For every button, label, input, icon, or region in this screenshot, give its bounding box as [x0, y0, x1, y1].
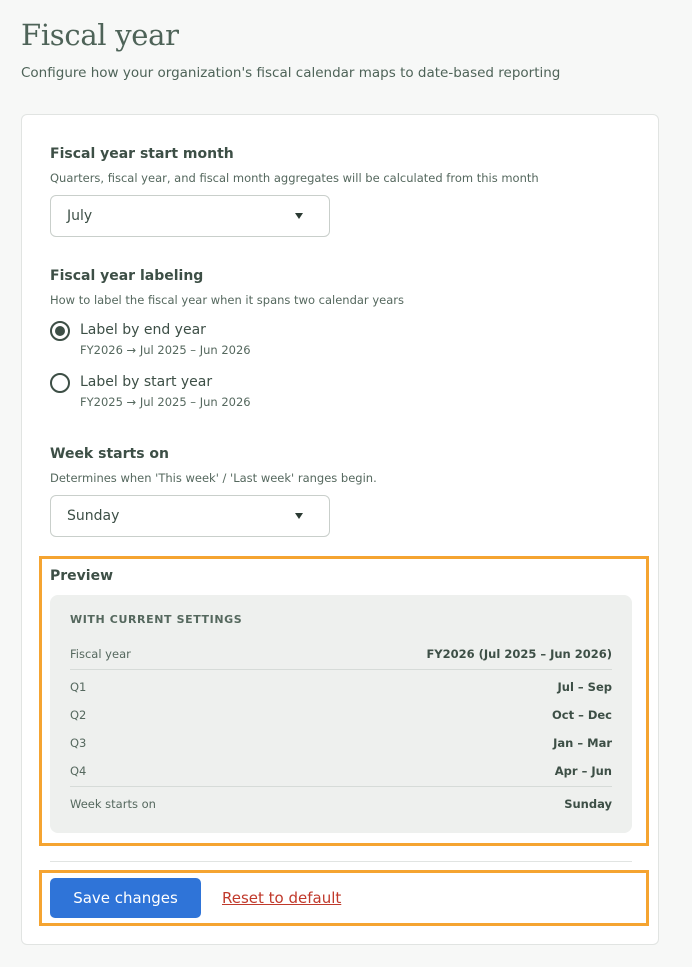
radio-label-start-year: Label by start year: [80, 374, 213, 390]
week-start-value: Sunday: [67, 508, 120, 524]
preview-value: Sunday: [564, 797, 612, 811]
preview-label: Q2: [70, 708, 87, 722]
labeling-title: Fiscal year labeling: [50, 268, 204, 284]
preview-title: Preview: [50, 568, 114, 584]
preview-value: FY2026 (Jul 2025 – Jun 2026): [426, 647, 612, 661]
card-divider: [50, 861, 632, 862]
start-month-title: Fiscal year start month: [50, 146, 234, 162]
radio-checked-icon[interactable]: [50, 321, 70, 341]
page-subtitle: Configure how your organization's fiscal calendar maps to date-based reporting: [21, 65, 561, 81]
start-month-value: July: [67, 208, 93, 224]
radio-label-end-year: Label by end year: [80, 322, 206, 338]
week-start-description: Determines when 'This week' / 'Last week' ranges begin.: [50, 471, 377, 485]
week-start-title: Week starts on: [50, 446, 169, 462]
preview-label: Q1: [70, 680, 87, 694]
preview-value: Apr – Jun: [554, 764, 612, 778]
preview-value: Jul – Sep: [557, 680, 612, 694]
preview-value: Oct – Dec: [551, 708, 612, 722]
week-start-select[interactable]: [50, 495, 330, 537]
preview-label: Fiscal year: [70, 647, 131, 661]
start-month-description: Quarters, fiscal year, and fiscal month aggregates will be calculated from this month: [50, 171, 539, 185]
divider: [70, 669, 612, 670]
start-month-select[interactable]: [50, 195, 330, 237]
labeling-description: How to label the fiscal year when it spans two calendar years: [50, 293, 404, 307]
save-changes-button[interactable]: Save changes: [50, 878, 201, 918]
preview-heading: WITH CURRENT SETTINGS: [70, 613, 243, 626]
reset-to-default-link[interactable]: Reset to default: [222, 889, 342, 907]
divider: [70, 786, 612, 787]
radio-unchecked-icon[interactable]: [50, 373, 70, 393]
preview-value: Jan – Mar: [553, 736, 612, 750]
radio-hint-start-year: FY2025 → Jul 2025 – Jun 2026: [80, 395, 251, 409]
caret-down-icon: [295, 513, 303, 519]
preview-label: Q4: [70, 764, 87, 778]
preview-label: Week starts on: [70, 797, 156, 811]
page-title: Fiscal year: [21, 18, 179, 52]
preview-panel: [50, 595, 632, 833]
radio-hint-end-year: FY2026 → Jul 2025 – Jun 2026: [80, 343, 251, 357]
preview-label: Q3: [70, 736, 87, 750]
caret-down-icon: [295, 213, 303, 219]
